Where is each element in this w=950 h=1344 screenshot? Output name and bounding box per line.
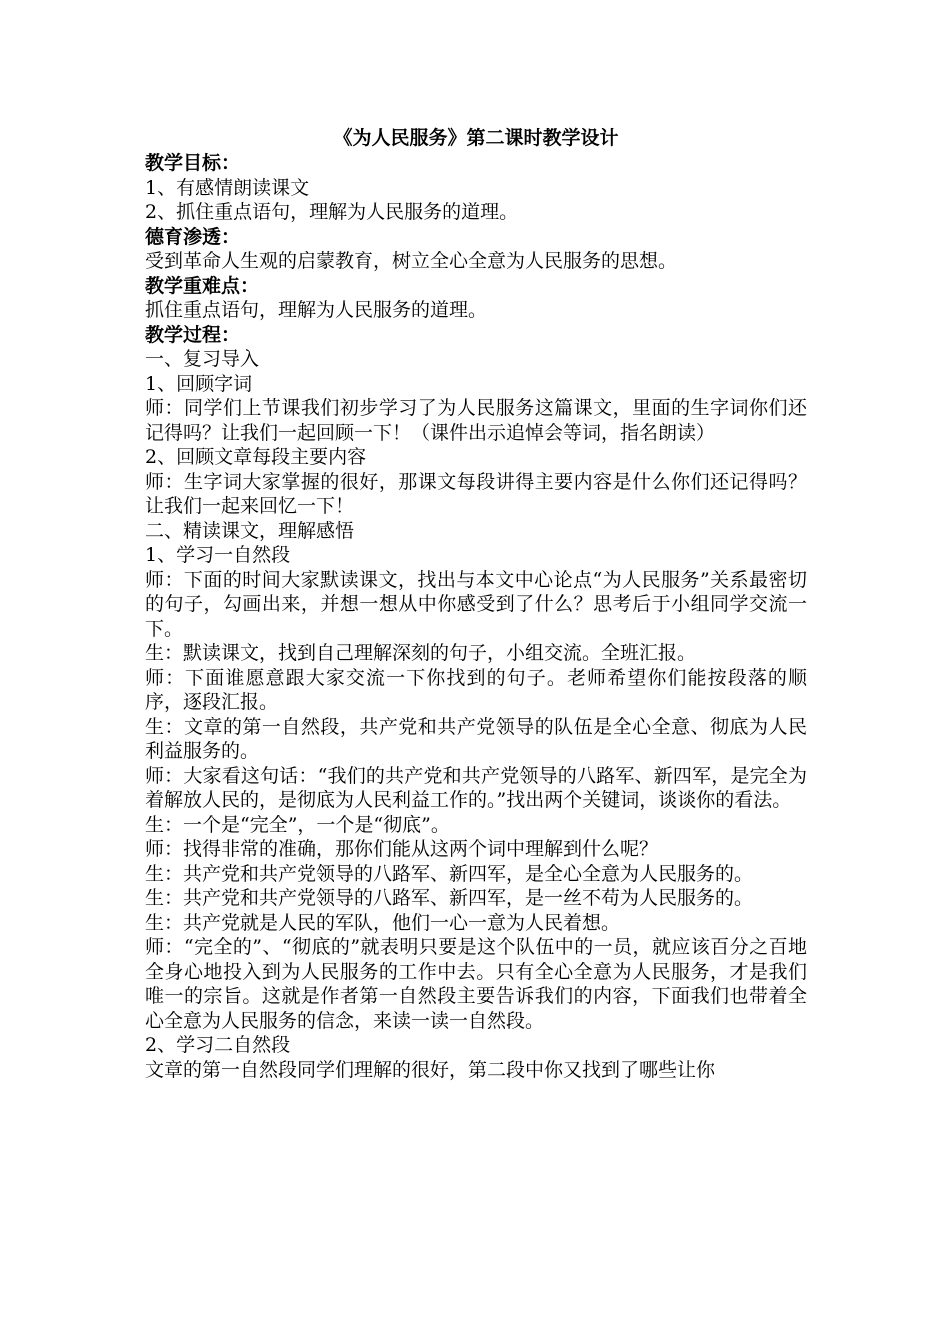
paragraph: 生：默读课文，找到自己理解深刻的句子，小组交流。全班汇报。 (145, 642, 697, 664)
paragraph: 生：文章的第一自然段，共产党和共产党领导的队伍是全心全意、彻底为人民利益服务的。 (145, 715, 807, 762)
paragraph: 生：共产党和共产党领导的八路军、新四军，是一丝不苟为人民服务的。 (145, 887, 754, 909)
paragraph: 师：下面的时间大家默读课文，找出与本文中心论点“为人民服务”关系最密切的句子，勾画出来，并想一想从中你感受到了什么？思考后于小组同学交流一下。 (145, 568, 807, 640)
section-heading: 德育渗透： (145, 225, 241, 248)
paragraph: 师：同学们上节课我们初步学习了为人民服务这篇课文，里面的生字词你们还记得吗？让我们一起回顾一下！（课件出示追悼会等词，指名朗读） (145, 397, 807, 444)
paragraph: 抓住重点语句，理解为人民服务的道理。 (145, 299, 488, 321)
paragraph: 师：生字词大家掌握的很好，那课文每段讲得主要内容是什么你们还记得吗？让我们一起来回忆一下！ (145, 470, 807, 517)
section-heading: 教学过程： (145, 323, 241, 346)
paragraph: 生：一个是“完全”，一个是“彻底”。 (145, 813, 450, 836)
paragraph: 1、学习一自然段 (145, 544, 291, 566)
paragraph: 二、精读课文，理解感悟 (145, 519, 355, 542)
paragraph: 生：共产党和共产党领导的八路军、新四军，是全心全意为人民服务的。 (145, 862, 754, 885)
paragraph: 1、有感情朗读课文 (145, 176, 310, 199)
section-heading: 教学目标： (145, 152, 241, 174)
paragraph: 师：找得非常的准确，那你们能从这两个词中理解到什么呢？ (145, 838, 659, 860)
paragraph: 2、学习二自然段 (145, 1034, 291, 1056)
document-body (145, 151, 807, 1082)
paragraph: 师：下面谁愿意跟大家交流一下你找到的句子。老师希望你们能按段落的顺序，逐段汇报。 (145, 666, 807, 713)
section-heading: 教学重难点： (145, 274, 260, 297)
paragraph: 生：共产党就是人民的军队，他们一心一意为人民着想。 (145, 911, 621, 934)
paragraph: 2、回顾文章每段主要内容 (145, 446, 367, 468)
paragraph: 受到革命人生观的启蒙教育，树立全心全意为人民服务的思想。 (145, 250, 678, 272)
document-page (145, 126, 807, 1082)
paragraph: 师：大家看这句话：“我们的共产党和共产党领导的八路军、新四军，是完全为着解放人民的，是彻底为人民利益工作的。”找出两个关键词，谈谈你的看法。 (145, 764, 807, 811)
paragraph: 2、抓住重点语句，理解为人民服务的道理。 (145, 201, 519, 223)
paragraph: 1、回顾字词 (145, 372, 253, 395)
document-title: 《为人民服务》第二课时教学设计 (333, 127, 619, 149)
paragraph: 文章的第一自然段同学们理解的很好，第二段中你又找到了哪些让你 (145, 1058, 716, 1081)
paragraph: 师：“完全的”、“彻底的”就表明只要是这个队伍中的一员，就应该百分之百地全身心地投入到为人民服务的工作中去。只有全心全意为人民服务，才是我们唯一的宗旨。这就是作者第一自然段主要告诉我们的内容，下面我们也带着全心全意为人民服务的信念，来读一读一自然段。 (145, 936, 807, 1032)
paragraph: 一、复习导入 (145, 348, 260, 370)
